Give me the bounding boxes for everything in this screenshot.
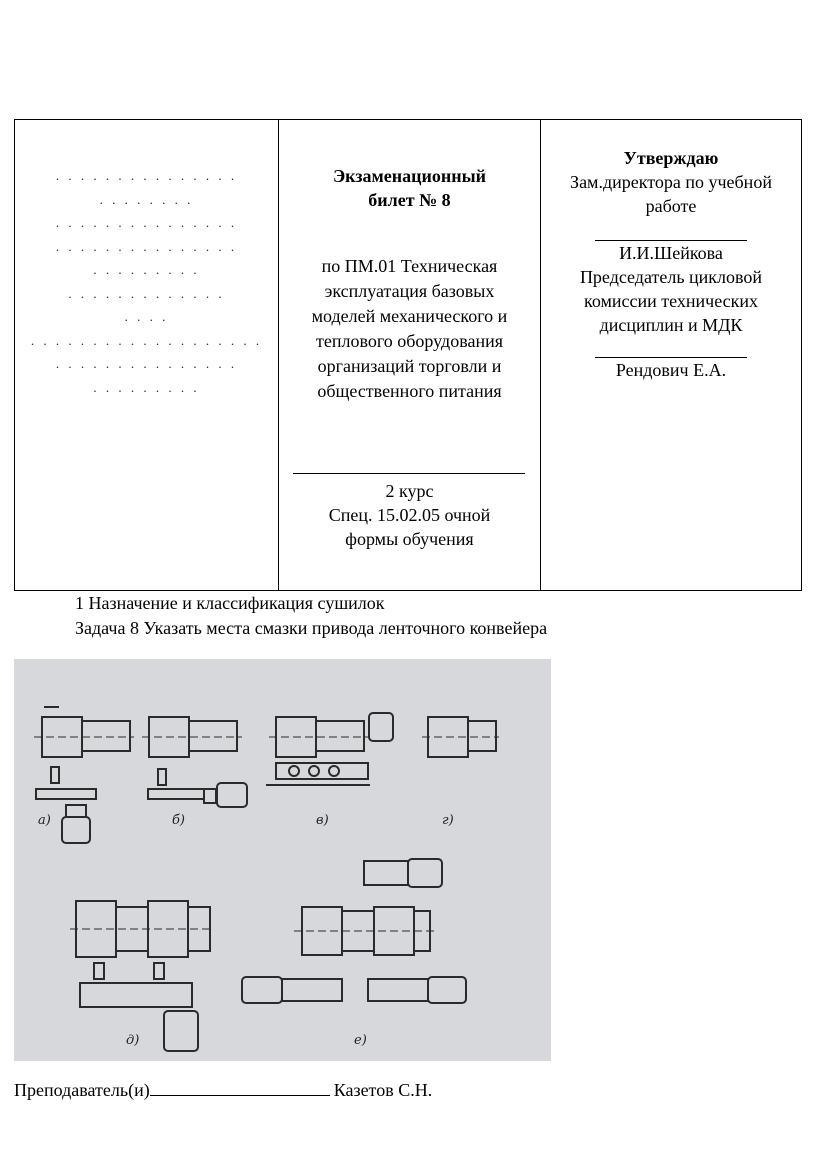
approve-title: Утверждаю xyxy=(623,148,719,168)
center-divider-line xyxy=(293,473,525,474)
dot-line: . . . . . . . . . xyxy=(93,262,200,277)
approve-line1: Зам.директора по учебной xyxy=(570,172,772,192)
ticket-subject xyxy=(287,254,532,404)
subject-line: общественного питания xyxy=(317,381,502,401)
dot-line: . . . . xyxy=(124,309,169,324)
ticket-title-line2: билет № 8 xyxy=(368,190,451,210)
teacher-signature-row xyxy=(14,1080,432,1101)
dot-line: . . . . . . . . . . . . . xyxy=(68,285,225,301)
teacher-name: Казетов С.Н. xyxy=(333,1080,433,1100)
conveyor-drive-figure xyxy=(14,659,551,1061)
ticket-title-line1: Экзаменационный xyxy=(332,166,487,186)
approver2: Рендович Е.А. xyxy=(615,360,727,380)
chair-line3: дисциплин и МДК xyxy=(599,315,743,335)
dot-line: . . . . . . . . . xyxy=(93,379,200,395)
teacher-signature-line xyxy=(150,1081,330,1096)
scheme-v xyxy=(266,713,393,785)
drive-schemes-drawing xyxy=(14,659,551,1061)
ticket-left-cell xyxy=(15,120,279,590)
label-e: е) xyxy=(354,1033,367,1048)
scheme-e xyxy=(242,859,466,1003)
label-v: в) xyxy=(316,813,329,828)
chair-line1: Председатель цикловой xyxy=(579,267,763,287)
subject-line: по ПМ.01 Техническая xyxy=(321,256,498,276)
approval-block xyxy=(541,146,801,382)
label-d: д) xyxy=(126,1033,140,1048)
approver1: И.И.Шейкова xyxy=(619,243,723,263)
chair-line2: комиссии технических xyxy=(584,291,758,311)
ticket-center-cell xyxy=(279,120,541,590)
course: 2 курс xyxy=(385,481,434,501)
dot-line: . . . . . . . . . . . . . . . xyxy=(55,356,238,371)
ticket-title xyxy=(279,164,540,212)
scheme-d xyxy=(70,901,214,1051)
subject-line: организаций торговли и xyxy=(317,356,502,376)
spec-line2: формы обучения xyxy=(345,529,474,549)
label-g: г) xyxy=(442,813,454,828)
scheme-b xyxy=(142,717,247,807)
dot-line: . . . . . . . . xyxy=(99,191,194,207)
label-a: а) xyxy=(38,813,51,828)
dot-line: . . . . . . . . . . . . . . . xyxy=(55,238,238,254)
dotted-lines xyxy=(15,164,278,399)
approve-line2: работе xyxy=(645,196,697,216)
exam-ticket-table xyxy=(14,119,802,591)
subject-line: эксплуатация базовых xyxy=(324,281,495,301)
teacher-label: Преподаватель(и) xyxy=(14,1080,150,1100)
ticket-right-cell xyxy=(541,120,801,590)
dot-line: . . . . . . . . . . . . . . . xyxy=(55,215,238,230)
spec-line1: Спец. 15.02.05 очной xyxy=(328,505,491,525)
task-8: Задача 8 Указать места смазки привода ленточного конвейера xyxy=(75,618,548,638)
subject-line: теплового оборудования xyxy=(315,331,504,351)
dot-line: . . . . . . . . . . . . . . . xyxy=(55,168,238,183)
question-1: 1 Назначение и классификация сушилок xyxy=(75,593,385,613)
subject-line: моделей механического и xyxy=(311,306,508,326)
scheme-g xyxy=(422,717,499,757)
label-b: б) xyxy=(172,813,186,828)
course-info xyxy=(279,479,540,551)
dot-line: . . . . . . . . . . . . . . . . . . . xyxy=(30,332,263,348)
